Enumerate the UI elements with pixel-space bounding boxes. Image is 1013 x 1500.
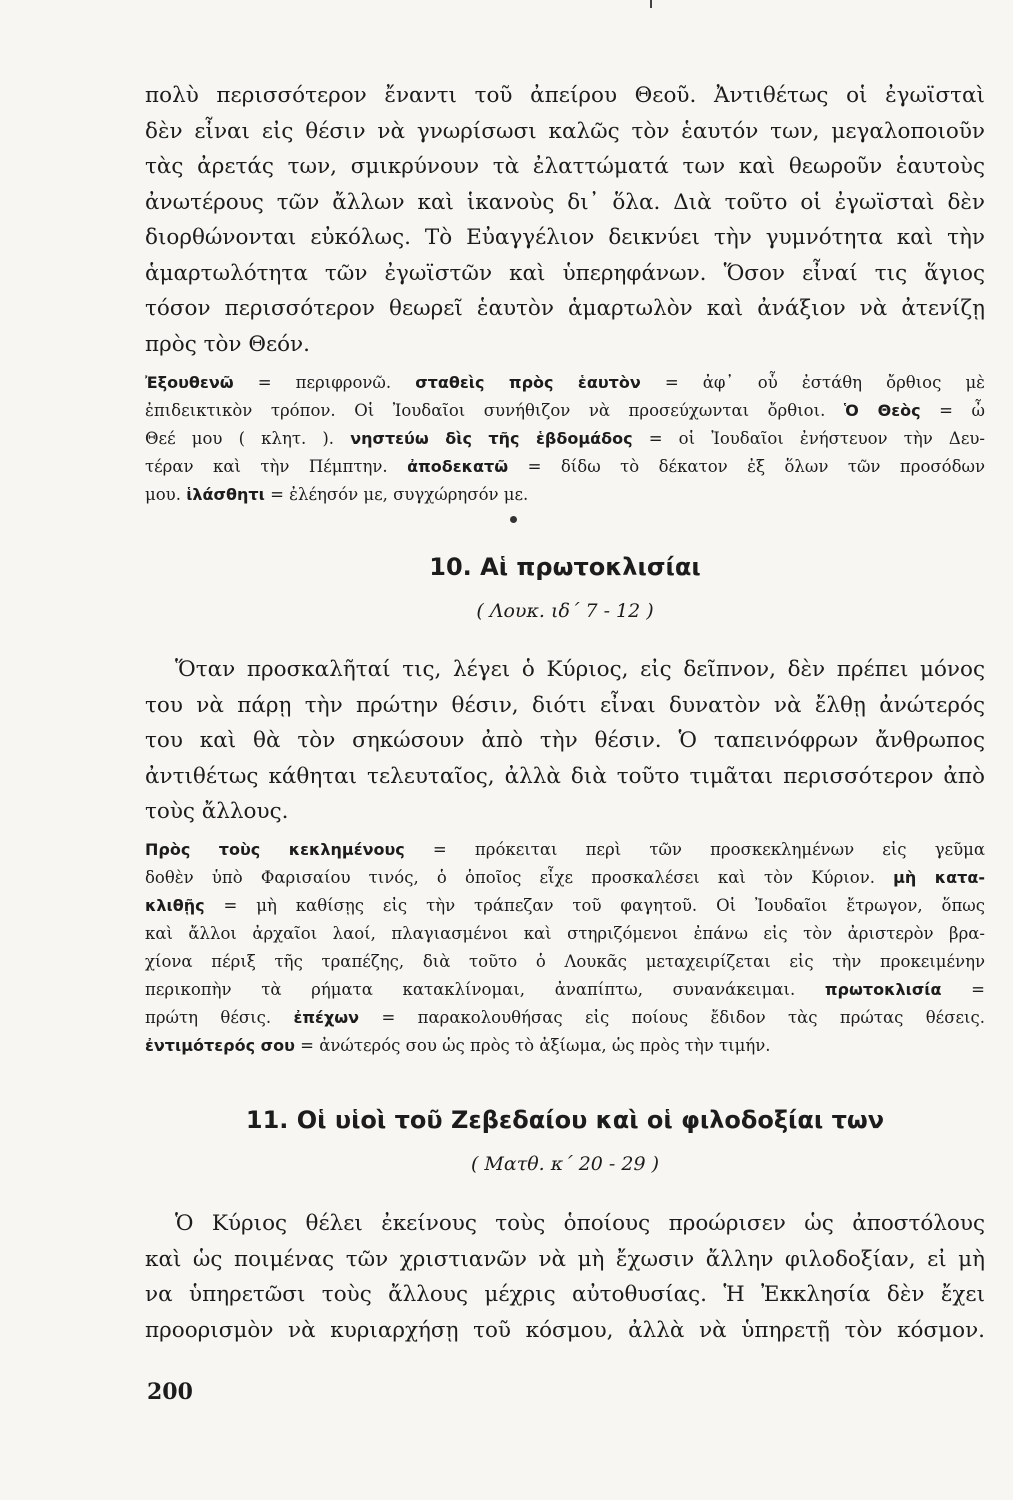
section-10-paragraph [145,652,985,830]
note-line [145,892,985,920]
glossary-definition: = παρακολουθήσας εἰς ποίους ἔδιδον τὰς πρώτας θέσεις. [359,1008,985,1027]
text-line: διορθώνονται εὐκόλως. Τὸ Εὐαγγέλιον δεικνύει τὴν γυμνότητα καὶ τὴν [145,225,985,250]
section-11-paragraph [145,1206,985,1348]
note-line: καὶ ἄλλοι ἀρχαῖοι λαοί, πλαγιασμένοι καὶ στηριζόμενοι ἐπάνω εἰς τὸν ἀριστερὸν βρα- [145,924,985,943]
note-line [145,453,985,481]
glossary-term: σταθεὶς πρὸς ἑαυτὸν [415,373,641,392]
glossary-definition: μου. [145,485,187,504]
text-line: δὲν εἶναι εἰς θέσιν νὰ γνωρίσωσι καλῶς τὸν ἑαυτόν των, μεγαλοποιοῦν [145,118,985,144]
text-line: πολὺ περισσότερον ἔναντι τοῦ ἀπείρου Θεοῦ. Ἀντιθέτως οἱ ἐγωϊσταὶ [145,83,985,108]
glossary-notes-2 [145,836,985,1060]
glossary-definition: = [941,980,985,999]
glossary-definition: = ὦ [920,401,985,420]
text-line: πρὸς τὸν Θεόν. [145,331,310,357]
glossary-term: κλιθῇς [145,896,205,915]
glossary-term: ἱλάσθητι [186,485,265,504]
text-line: Ὁ Κύριος θέλει ἐκείνους τοὺς ὁποίους προώρισεν ὡς ἀποστόλους [175,1211,985,1236]
glossary-definition: Θεέ μου ( κλητ. ). [145,429,351,448]
glossary-definition: = δίδω τὸ δέκατον ἐξ ὅλων τῶν προσόδων [508,457,985,476]
text-line: ἀνωτέρους τῶν ἄλλων καὶ ἱκανοὺς δι᾿ ὅλα. Διὰ τοῦτο οἱ ἐγωϊσταὶ δὲν [145,189,985,215]
glossary-definition: πρώτη θέσις. [145,1008,294,1027]
text-line: να ὑπηρετῶσι τοὺς ἄλλους μέχρις αὐτοθυσίας. Ἡ Ἐκκλησία δὲν ἔχει [145,1282,985,1307]
note-line [145,369,985,397]
text-line: του καὶ θὰ τὸν σηκώσουν ἀπὸ τὴν θέσιν. Ὁ ταπεινόφρων ἄνθρωπος [145,728,985,753]
note-line [145,864,985,892]
glossary-definition: = περιφρονῶ. [233,373,416,392]
glossary-term: νηστεύω δὶς τῆς ἑβδομάδος [350,429,633,448]
note-line [145,836,985,864]
glossary-definition: = ἀνώτερός σου ὡς πρὸς τὸ ἀξίωμα, ὡς πρὸς τὴν τιμήν. [294,1036,771,1055]
ornament-dot [510,516,517,523]
glossary-definition: = ἀφ᾿ οὗ ἐστάθη ὄρθιος μὲ [640,373,985,392]
intro-paragraph [145,78,985,362]
text-line: τὰς ἀρετάς των, σμικρύνουν τὰ ἐλαττώματά των καὶ θεωροῦν ἑαυτοὺς [145,154,985,179]
note-line [145,425,985,453]
text-line: τοὺς ἄλλους. [145,799,289,824]
text-line: του νὰ πάρῃ τὴν πρώτην θέσιν, διότι εἶναι δυνατὸν νὰ ἔλθῃ ἀνώτερός [145,692,985,718]
glossary-term: ἐπέχων [293,1008,360,1027]
glossary-term: ἀποδεκατῶ [407,457,509,476]
section-11-reference: ( Ματθ. κ´ 20 - 29 ) [470,1153,660,1175]
glossary-term: Πρὸς τοὺς κεκλημένους [145,840,405,859]
note-line [145,397,985,425]
text-line: ἀντιθέτως κάθηται τελευταῖος, ἀλλὰ διὰ τοῦτο τιμᾶται περισσότερον ἀπὸ [145,763,985,789]
glossary-definition: = πρόκειται περὶ τῶν προσκεκλημένων εἰς γεῦμα [404,840,985,859]
glossary-term: Ἐξουθενῶ [145,373,234,392]
note-line: χίονα πέριξ τῆς τραπέζης, διὰ τοῦτο ὁ Λουκᾶς μεταχειρίζεται εἰς τὴν προκειμένην [145,952,985,971]
glossary-definition: τέραν καὶ τὴν Πέμπτην. [145,457,408,476]
note-line [145,481,985,509]
note-line [145,976,985,1004]
glossary-term: πρωτοκλισία [824,980,942,999]
glossary-definition: ἐπιδεικτικὸν τρόπον. Οἱ Ἰουδαῖοι συνήθιζον νὰ προσεύχωνται ὄρθιοι. [145,401,844,420]
section-10-title: 10. Αἱ πρωτοκλισίαι [429,553,701,581]
glossary-definition: = ἐλέησόν με, συγχώρησόν με. [264,485,529,504]
text-line: Ὅταν προσκαλῆταί τις, λέγει ὁ Κύριος, εἰς δεῖπνον, δὲν πρέπει μόνος [175,657,985,682]
glossary-term: Ὁ Θεὸς [843,401,921,420]
text-line: τόσον περισσότερον θεωρεῖ ἑαυτὸν ἁμαρτωλὸν καὶ ἀνάξιον νὰ ἀτενίζῃ [145,296,985,321]
glossary-term: ἐντιμότερός σου [145,1036,295,1055]
glossary-definition: = οἱ Ἰουδαῖοι ἐνήστευον τὴν Δευ- [632,429,985,448]
text-line: καὶ ὡς ποιμένας τῶν χριστιανῶν νὰ μὴ ἔχωσιν ἄλλην φιλοδοξίαν, εἰ μὴ [145,1246,985,1272]
page-number: 200 [147,1379,193,1405]
glossary-notes-1 [145,369,985,509]
glossary-definition: δοθὲν ὑπὸ Φαρισαίου τινός, ὁ ὁποῖος εἶχε προσκαλέσει καὶ τὸν Κύριον. [145,868,894,887]
section-11-title: 11. Οἱ υἱοὶ τοῦ Ζεβεδαίου καὶ οἱ φιλοδοξίαι των [245,1106,885,1134]
text-line: ἁμαρτωλότητα τῶν ἐγωϊστῶν καὶ ὑπερηφάνων. Ὅσον εἶναί τις ἅγιος [145,260,985,286]
text-line: προορισμὸν νὰ κυριαρχήσῃ τοῦ κόσμου, ἀλλὰ νὰ ὑπηρετῇ τὸν κόσμον. [145,1317,985,1343]
note-line [145,1032,985,1060]
glossary-definition: περικοπὴν τὰ ρήματα κατακλίνομαι, ἀναπίπτω, συνανάκειμαι. [145,980,825,999]
glossary-definition: = μὴ καθίσῃς εἰς τὴν τράπεζαν τοῦ φαγητοῦ. Οἱ Ἰουδαῖοι ἔτρωγον, ὅπως [204,896,985,915]
note-line [145,1004,985,1032]
glossary-term: μὴ κατα- [893,868,985,887]
top-edge-mark [650,0,652,8]
section-10-reference: ( Λουκ. ιδ´ 7 - 12 ) [476,600,654,622]
